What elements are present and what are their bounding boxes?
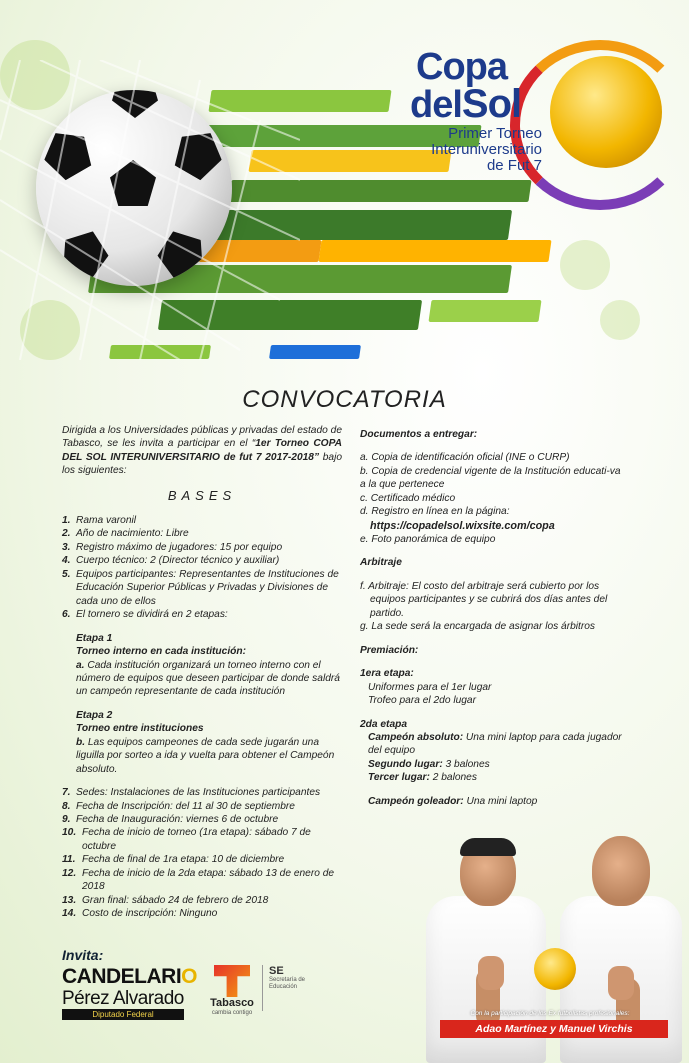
list-item: g. La sede será la encargada de asignar los árbitros xyxy=(360,621,596,633)
goal-net xyxy=(0,60,300,360)
list-item: Campeón absoluto: Una mini laptop para cada jugador del equipo xyxy=(368,731,622,757)
list-item: 14. Costo de inscripción: Ninguno xyxy=(62,908,218,920)
list-item: 3. Registro máximo de jugadores: 15 por equipo xyxy=(62,541,283,553)
se-logo xyxy=(262,965,329,1011)
list-item: a. Copia de identificación oficial (INE o CURP) xyxy=(360,452,570,464)
diputado-label: Diputado Federal xyxy=(62,1009,184,1020)
registration-link[interactable]: https://copadelsol.wixsite.com/copa xyxy=(370,519,555,532)
tabasco-tagline: cambia contigo xyxy=(211,1010,253,1016)
perez-alvarado: Pérez Alvarado xyxy=(62,988,184,1009)
tabasco-logo xyxy=(204,965,260,1025)
list-item: Campeón goleador: Una mini laptop xyxy=(368,795,538,807)
golden-ball-icon xyxy=(550,56,662,168)
etapa-2-text: b. Las equipos campeones de cada sede jugarán una liguilla por sorteo a ida y vuelta para obtener el Campeón absoluto. xyxy=(76,736,335,775)
logo-subtitle: Primer Torneo Interuniversitario de Fut 7 xyxy=(431,125,542,174)
page-title: CONVOCATORIA xyxy=(242,386,447,413)
invita-label: Invita: xyxy=(62,947,104,963)
docs-heading: Documentos a entregar: xyxy=(360,429,478,440)
list-item: c. Certificado médico xyxy=(360,492,456,504)
etapa-2-label: Etapa 2 xyxy=(76,709,113,721)
copa-del-sol-logo xyxy=(410,40,680,200)
list-item: 6. El tornero se dividirá en 2 etapas: xyxy=(62,609,228,621)
list-item: Trofeo para el 2do lugar xyxy=(368,695,476,707)
intro-paragraph: Dirigida a los Universidades públicas y privadas del estado de Tabasco, se les invita a participar en el “1er Torneo COPA DEL SOL INTERUNIVERSITARIO de fut 7 2017-2018” bajo los siguientes: xyxy=(62,425,343,477)
bases-heading: BASES xyxy=(167,487,237,503)
etapa-2-title: Torneo entre instituciones xyxy=(76,723,204,735)
candelario-logo: CANDELARIO xyxy=(62,965,198,988)
tabasco-label: Tabasco xyxy=(210,997,254,1009)
logo-copa: Copa xyxy=(416,46,507,88)
tabasco-t-icon xyxy=(214,965,250,997)
etapa-1-heading: 1era etapa: xyxy=(360,668,414,680)
list-item: e. Foto panorámica de equipo xyxy=(360,533,496,545)
list-item: Uniformes para el 1er lugar xyxy=(368,681,492,693)
list-item: b. Copia de credencial vigente de la Institución educati-va a la que pertenece xyxy=(360,465,621,491)
se-sublabel: Secretaría de Educación xyxy=(269,977,306,991)
list-item: 10. Fecha de inicio de torneo (1ra etapa): sábado 7 de octubre xyxy=(62,827,311,852)
list-item: 7. Sedes: Instalaciones de las Instituciones participantes xyxy=(62,787,321,799)
list-item: 8. Fecha de Inscripción: del 11 al 30 de septiembre xyxy=(62,800,295,812)
list-item: 2. Año de nacimiento: Libre xyxy=(62,528,189,540)
list-item: 12. Fecha de inicio de la 2da etapa: sábado 13 de enero de 2018 xyxy=(62,867,335,893)
etapa-2-heading: 2da etapa xyxy=(360,718,407,730)
stripe xyxy=(428,300,541,322)
bokeh-circle xyxy=(560,240,610,290)
etapa-2-block xyxy=(62,709,342,776)
list-item: 5. Equipos participantes: Representantes de Instituciones de Educación Superior Públicas y Privadas y Divisiones de cada uno de ellos xyxy=(62,568,339,607)
list-item: 13. Gran final: sábado 24 de febrero de 2018 xyxy=(62,894,269,906)
premiacion-heading: Premiación: xyxy=(360,644,419,656)
requirements-column xyxy=(360,428,622,808)
list-item: f. Arbitraje: El costo del arbitraje será cubierto por los equipos participantes y se cubrirá dos días antes del partido. xyxy=(360,580,608,619)
list-item: 1. Rama varonil xyxy=(62,514,137,526)
etapa-1-text: a. Cada institución organizará un torneo interno con el número de equipos que deseen participar de donde saldrá un campeón representante de cada institución xyxy=(76,659,340,698)
bokeh-circle xyxy=(600,300,640,340)
etapa-1-block xyxy=(62,632,342,699)
list-item: Tercer lugar: 2 balones xyxy=(368,772,477,784)
list-item: Segundo lugar: 3 balones xyxy=(368,758,490,770)
footer xyxy=(0,945,689,1063)
list-item: 4. Cuerpo técnico: 2 (Director técnico y auxiliar) xyxy=(62,555,280,567)
etapa-1-label: Etapa 1 xyxy=(76,632,113,644)
stripe xyxy=(318,240,551,262)
se-label: SE xyxy=(269,965,284,977)
list-item: 9. Fecha de Inauguración: viernes 6 de octubre xyxy=(62,814,279,826)
list-item: d. Registro en línea en la página: xyxy=(360,506,510,518)
credit-line: Con la participación de los Ex futbolistas profesionales: xyxy=(470,1010,630,1017)
bases-column xyxy=(62,424,342,921)
logo-del-sol: delSol xyxy=(410,82,522,126)
players-names-banner: Adao Martínez y Manuel Virchis xyxy=(440,1020,668,1038)
list-item: 11. Fecha de final de 1ra etapa: 10 de diciembre xyxy=(62,854,285,866)
etapa-1-title: Torneo interno en cada institución: xyxy=(76,646,246,658)
hero-banner xyxy=(0,0,689,370)
arbitraje-heading: Arbitraje xyxy=(360,557,402,569)
